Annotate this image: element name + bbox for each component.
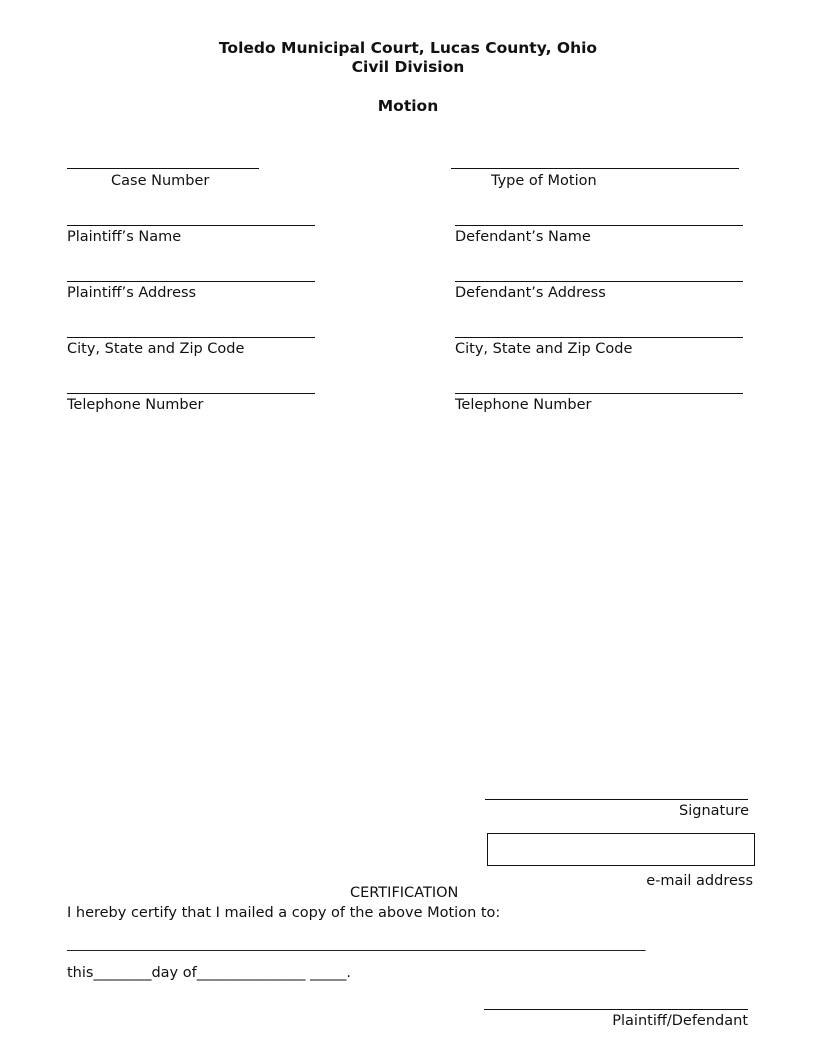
certification-heading: CERTIFICATION — [350, 885, 459, 901]
case-number-line[interactable] — [67, 168, 259, 169]
email-field[interactable] — [487, 833, 755, 866]
type-of-motion-label: Type of Motion — [491, 173, 597, 189]
plaintiff-city-label: City, State and Zip Code — [67, 341, 245, 357]
defendant-address-line[interactable] — [455, 281, 743, 282]
email-label: e-mail address — [646, 873, 753, 889]
page-title: Motion — [377, 97, 439, 115]
defendant-phone-line[interactable] — [455, 393, 743, 394]
defendant-name-line[interactable] — [455, 225, 743, 226]
defendant-city-label: City, State and Zip Code — [455, 341, 633, 357]
date-line[interactable]: this________day of_______________ _____. — [67, 965, 351, 981]
signature-label: Signature — [679, 803, 749, 819]
party-label: Plaintiff/Defendant — [612, 1013, 748, 1029]
party-signature-line[interactable] — [484, 1009, 748, 1010]
plaintiff-city-line[interactable] — [67, 337, 315, 338]
defendant-city-line[interactable] — [455, 337, 743, 338]
plaintiff-phone-line[interactable] — [67, 393, 315, 394]
recipient-line[interactable]: _________________________________________________________________________________________ — [67, 937, 646, 952]
plaintiff-address-label: Plaintiff’s Address — [67, 285, 197, 301]
defendant-phone-label: Telephone Number — [455, 397, 592, 413]
defendant-address-label: Defendant’s Address — [455, 285, 606, 301]
type-of-motion-line[interactable] — [451, 168, 739, 169]
plaintiff-name-label: Plaintiff’s Name — [67, 229, 182, 245]
division-name: Civil Division — [351, 58, 465, 76]
plaintiff-address-line[interactable] — [67, 281, 315, 282]
plaintiff-name-line[interactable] — [67, 225, 315, 226]
plaintiff-phone-label: Telephone Number — [67, 397, 204, 413]
certification-statement: I hereby certify that I mailed a copy of the above Motion to: — [67, 905, 501, 921]
case-number-label: Case Number — [111, 173, 210, 189]
signature-line[interactable] — [485, 799, 748, 800]
defendant-name-label: Defendant’s Name — [455, 229, 591, 245]
court-name: Toledo Municipal Court, Lucas County, Ohio — [218, 39, 598, 57]
